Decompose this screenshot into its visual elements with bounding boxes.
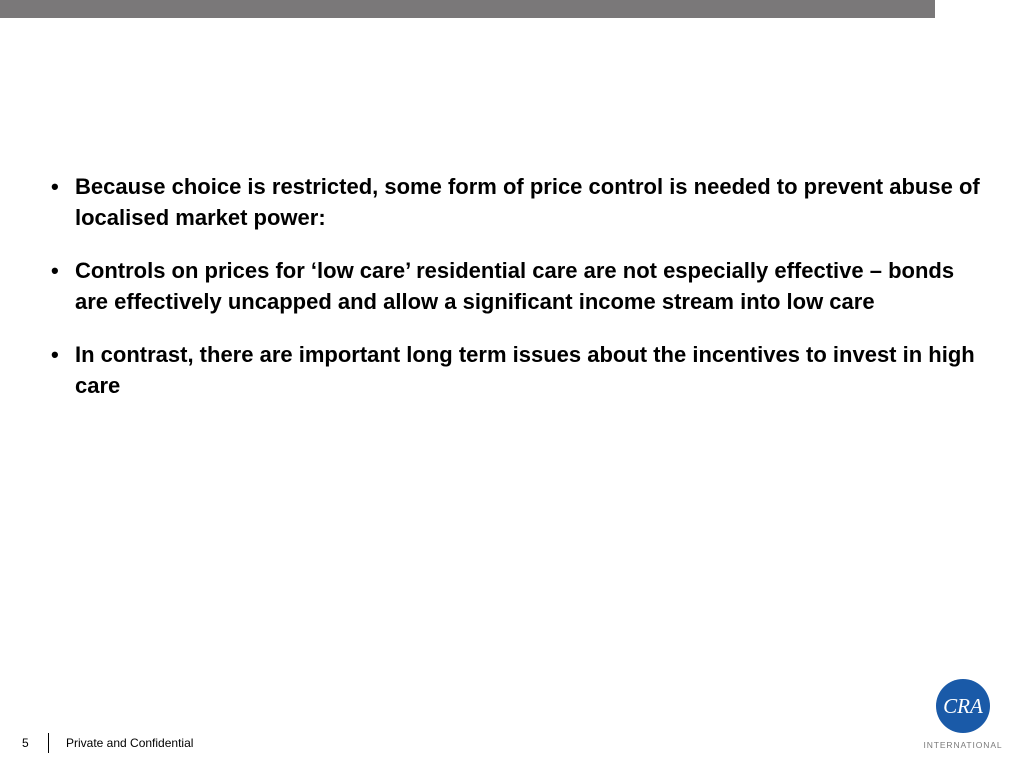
- top-bar: [0, 0, 935, 18]
- bullet-dot: •: [51, 174, 59, 199]
- page-number: 5: [22, 736, 29, 750]
- logo-wordmark: INTERNATIONAL: [923, 740, 1003, 750]
- footer-divider: [48, 733, 49, 753]
- bullet-dot: •: [51, 258, 59, 283]
- bullet-text: Because choice is restricted, some form of price control is needed to prevent abuse of localised market power:: [75, 174, 980, 230]
- bullet-item: [51, 255, 981, 317]
- bullet-item: [51, 339, 981, 401]
- bullet-text: In contrast, there are important long term issues about the incentives to invest in high care: [75, 342, 975, 398]
- svg-text:CRA: CRA: [943, 694, 983, 718]
- bullet-item: [51, 171, 981, 233]
- bullet-text: Controls on prices for ‘low care’ residential care are not especially effective – bonds are effectively uncapped and allow a significant income stream into low care: [75, 258, 955, 314]
- bullet-dot: •: [51, 342, 59, 367]
- bullet-list: [51, 171, 981, 423]
- confidentiality-notice: Private and Confidential: [66, 736, 194, 750]
- cra-logo: [921, 678, 1005, 752]
- cra-logo-icon: [935, 678, 991, 734]
